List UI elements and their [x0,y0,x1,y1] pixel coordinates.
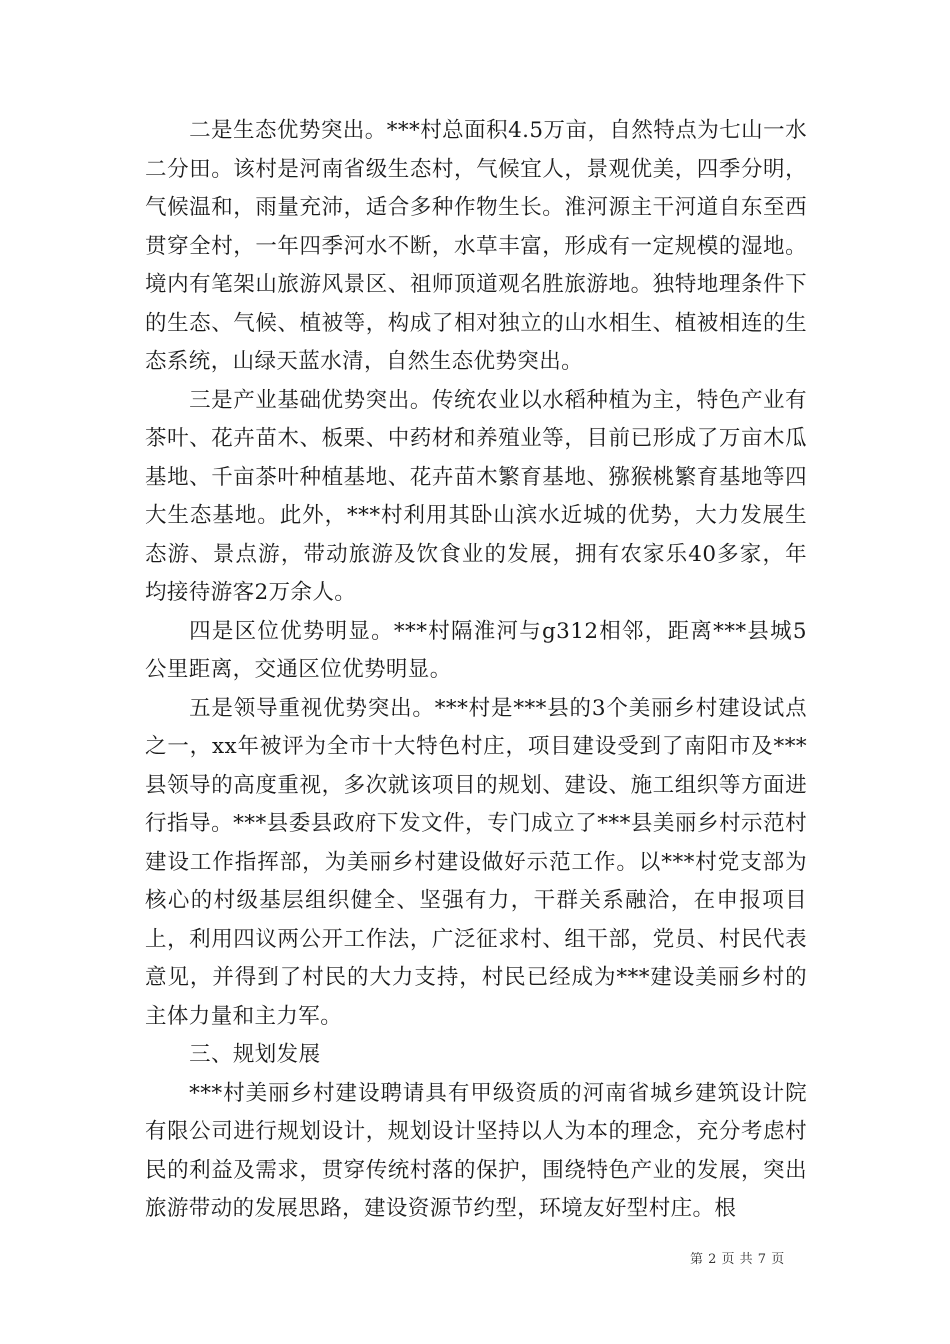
document-body [145,112,807,1229]
paragraph-industry: 三是产业基础优势突出。传统农业以水稻种植为主，特色产业有茶叶、花卉苗木、板栗、中药材和养殖业等，目前已形成了万亩木瓜基地、千亩茶叶种植基地、花卉苗木繁育基地、猕猴桃繁育基地等四大生态基地。此外，***村利用其卧山滨水近城的优势，大力发展生态游、景点游，带动旅游及饮食业的发展，拥有农家乐40多家，年均接待游客2万余人。 [145,387,807,605]
paragraph-ecology: 二是生态优势突出。***村总面积4.5万亩，自然特点为七山一水二分田。该村是河南省级生态村，气候宜人，景观优美，四季分明，气候温和，雨量充沛，适合多种作物生长。淮河源主干河道自东至西贯穿全村，一年四季河水不断，水草丰富，形成有一定规模的湿地。境内有笔架山旅游风景区、祖师顶道观名胜旅游地。独特地理条件下的生态、气候、植被等，构成了相对独立的山水相生、植被相连的生态系统，山绿天蓝水清，自然生态优势突出。 [145,118,807,374]
paragraph-location: 四是区位优势明显。***村隔淮河与g312相邻，距离***县城5公里距离，交通区位优势明显。 [145,618,807,682]
section-heading-planning: 三、规划发展 [189,1042,321,1067]
page-number-footer: 第 2 页 共 7 页 [690,1252,785,1267]
paragraph-leadership: 五是领导重视优势突出。***村是***县的3个美丽乡村建设试点之一，xx年被评为全市十大特色村庄，项目建设受到了南阳市及***县领导的高度重视，多次就该项目的规划、建设、施工组织等方面进行指导。***县委县政府下发文件，专门成立了***县美丽乡村示范村建设工作指挥部，为美丽乡村建设做好示范工作。以***村党支部为核心的村级基层组织健全、坚强有力，干群关系融洽，在申报项目上，利用四议两公开工作法，广泛征求村、组干部，党员、村民代表意见，并得到了村民的大力支持，村民已经成为***建设美丽乡村的主体力量和主力军。 [145,695,807,1029]
paragraph-planning: ***村美丽乡村建设聘请具有甲级资质的河南省城乡建筑设计院有限公司进行规划设计，规划设计坚持以人为本的理念，充分考虑村民的利益及需求，贯穿传统村落的保护，围绕特色产业的发展，突出旅游带动的发展思路，建设资源节约型，环境友好型村庄。根 [145,1080,807,1221]
